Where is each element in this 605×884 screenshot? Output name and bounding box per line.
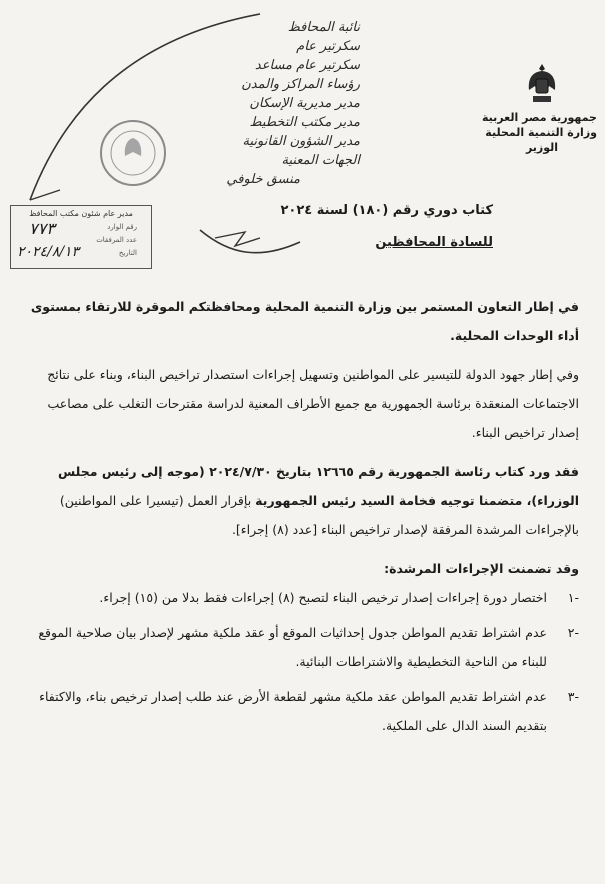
paragraph-presidency [27, 457, 579, 544]
stamp-incoming-number: ٧٧٣ [29, 219, 55, 238]
stamp-date: ٢٠٢٤/٨/١٣ [17, 244, 80, 260]
annotation-lines [40, 18, 360, 189]
annotation-line: سكرتير عام مساعد [254, 58, 360, 73]
procedures-title: وقد تضمنت الإجراءات المرشدة: [384, 561, 579, 576]
stamp-label: رقم الوارد [107, 223, 137, 231]
annotation-line: نائبة المحافظ [287, 20, 360, 35]
country-name: جمهورية مصر العربية [482, 111, 597, 124]
list-item-number: -٣ [567, 689, 579, 704]
list-item-text: عدم اشتراط تقديم المواطن عقد ملكية مشهر لقطعة الأرض عند طلب إصدار ترخيص بناء، والاكتفاء بتقديم السند الدال على الملكية. [39, 689, 547, 733]
ministry-name: وزارة التنمية المحلية [485, 126, 597, 139]
minister-title: الوزير [525, 141, 559, 154]
eagle-emblem-icon [525, 62, 559, 106]
presidency-letter-reference: فقد ورد كتاب رئاسة الجمهورية رقم ١٢٦٦٥ بتاريخ ٢٠٢٤/٧/٣٠ (موجه إلى رئيس مجلس الوزراء)، متضمنا توجيه فخامة السيد رئيس الجمهورية [58, 464, 579, 508]
receipt-stamp [10, 205, 152, 269]
annotation-line: مدير الشؤون القانونية [242, 134, 360, 149]
round-seal-icon [98, 118, 168, 188]
stamp-label: التاريخ [118, 249, 137, 257]
circular-subject: كتاب دوري رقم (١٨٠) لسنة ٢٠٢٤ [280, 203, 493, 218]
paragraph-efforts: وفي إطار جهود الدولة للتيسير على المواطنين وتسهيل إجراءات استصدار تراخيص البناء، وبناء على نتائج الاجتماعات المنعقدة برئاسة الجمهورية مع جميع الأطراف المعنية لدراسة مقترحات التغلب على مصاعب إصدار تراخيص البناء. [47, 367, 579, 440]
annotation-signature: منسق خلوفي [226, 172, 300, 187]
annotation-line: الجهات المعنية [281, 153, 360, 168]
annotation-line: مدير مكتب التخطيط [249, 115, 360, 130]
list-item-number: -٢ [567, 625, 579, 640]
intro-paragraph: في إطار التعاون المستمر بين وزارة التنمية المحلية ومحافظتكم الموقرة للارتقاء بمستوى أداء الوحدات المحلية. [30, 299, 579, 343]
letter-body [27, 292, 579, 746]
list-item-text: عدم اشتراط تقديم المواطن جدول إحداثيات الموقع أو عقد ملكية مشهر لإصدار بيان صلاحية الموقع للبناء من الناحية التخطيطية والاشتراطات البنائية. [38, 625, 547, 669]
list-item [27, 583, 579, 612]
list-item-number: -١ [567, 590, 579, 605]
list-item [27, 618, 579, 676]
annotation-line: مدير مديرية الإسكان [249, 96, 360, 111]
stamp-title: مدير عام شئون مكتب المحافظ [29, 209, 133, 218]
letterhead [482, 62, 597, 155]
addressee: للسادة المحافظين [375, 235, 493, 250]
presidency-directive: بإقرار العمل (تيسيرا على المواطنين) بالإجراءات المرشدة المرفقة لإصدار تراخيص البناء [عدد (٨) إجراء]. [59, 493, 579, 537]
annotation-line: رؤساء المراكز والمدن [241, 77, 360, 92]
list-item-text: اختصار دورة إجراءات إصدار ترخيص البناء لتصبح (٨) إجراءات فقط بدلا من (١٥) إجراء. [99, 590, 547, 605]
stamp-label: عدد المرفقات [96, 236, 137, 244]
list-item [27, 682, 579, 740]
annotation-line: سكرتير عام [296, 39, 360, 54]
